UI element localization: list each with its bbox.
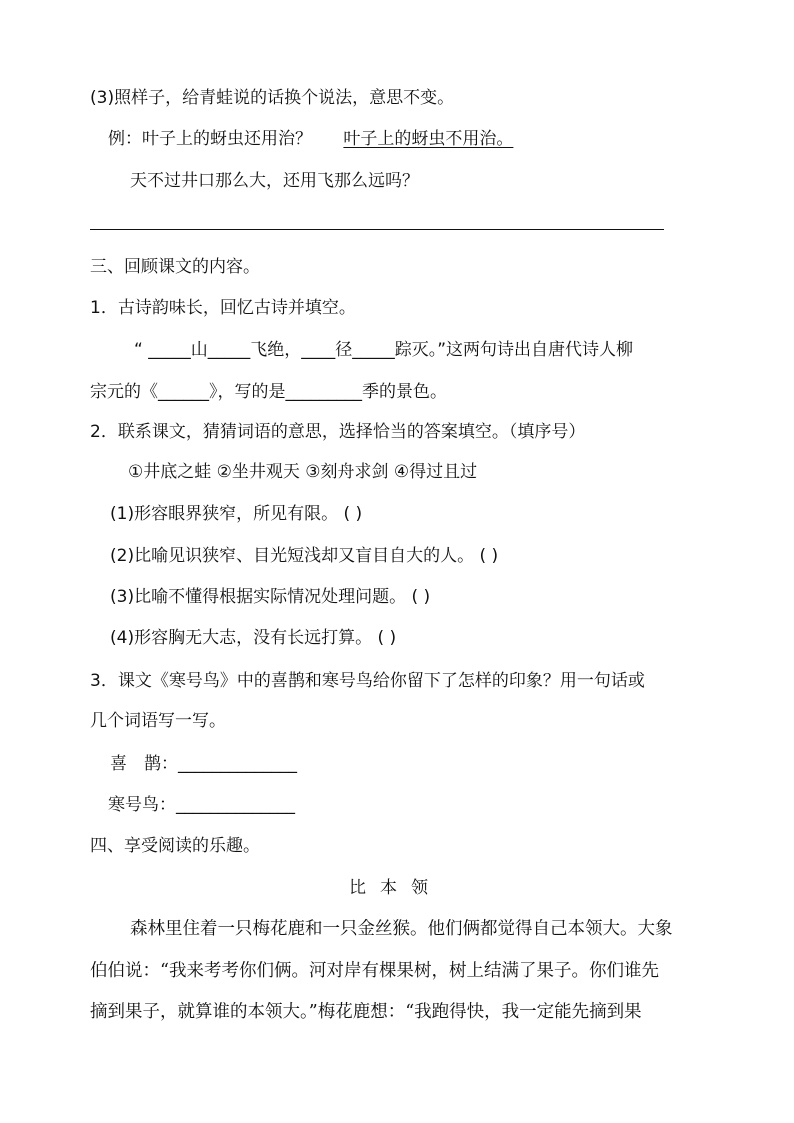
magpie-answer: 喜 鹊：______________ bbox=[110, 754, 297, 774]
idiom-question-2: (2)比喻见识狭窄、目光短浅却又盲目自大的人。 ( ) bbox=[110, 546, 499, 566]
story-paragraph-line3: 摘到果子，就算谁的本领大。”梅花鹿想：“我跑得快，我一定能先摘到果 bbox=[90, 1002, 642, 1022]
story-paragraph-line2: 伯伯说：“我来考考你们俩。河对岸有棵果树，树上结满了果子。你们谁先 bbox=[90, 961, 659, 981]
item3-title-line1: 3．课文《寒号鸟》中的喜鹊和寒号鸟给你留下了怎样的印象？用一句话或 bbox=[90, 671, 645, 691]
section4-heading: 四、享受阅读的乐趣。 bbox=[90, 836, 260, 856]
idiom-question-1: (1)形容眼界狭窄，所见有限。 ( ) bbox=[110, 504, 363, 524]
example-answer: 叶子上的蚜虫不用治。 bbox=[343, 129, 514, 149]
story-paragraph-line1: 森林里住着一只梅花鹿和一只金丝猴。他们俩都觉得自己本领大。大象 bbox=[130, 919, 673, 939]
story-title: 比本领 bbox=[349, 878, 442, 898]
poem-fill-line1: “ _____山_____飞绝，____径_____踪灭。”这两句诗出自唐代诗人柳 bbox=[134, 340, 634, 360]
idiom-question-4: (4)形容胸无大志，没有长远打算。 ( ) bbox=[110, 628, 397, 648]
q3-prompt: 天不过井口那么大，还用飞那么远吗？ bbox=[130, 171, 419, 191]
answer-line bbox=[90, 229, 664, 230]
example-prefix: 例：叶子上的蚜虫还用治？ bbox=[108, 129, 312, 149]
item3-title-line2: 几个词语写一写。 bbox=[90, 711, 226, 731]
item1-title: 1．古诗韵味长，回忆古诗并填空。 bbox=[90, 298, 356, 318]
item2-title: 2．联系课文，猜猜词语的意思，选择恰当的答案填空。（填序号） bbox=[90, 422, 586, 442]
hanhao-answer: 寒号鸟：______________ bbox=[108, 795, 295, 815]
q3-instruction: (3)照样子，给青蛙说的话换个说法，意思不变。 bbox=[90, 88, 455, 108]
q3-example bbox=[108, 128, 513, 150]
poem-fill-line2: 宗元的《______》，写的是_________季的景色。 bbox=[90, 382, 447, 402]
idiom-question-3: (3)比喻不懂得根据实际情况处理问题。 ( ) bbox=[110, 587, 431, 607]
idiom-options: ①井底之蛙 ②坐井观天 ③刻舟求剑 ④得过且过 bbox=[128, 462, 478, 482]
section3-heading: 三、回顾课文的内容。 bbox=[90, 257, 260, 277]
